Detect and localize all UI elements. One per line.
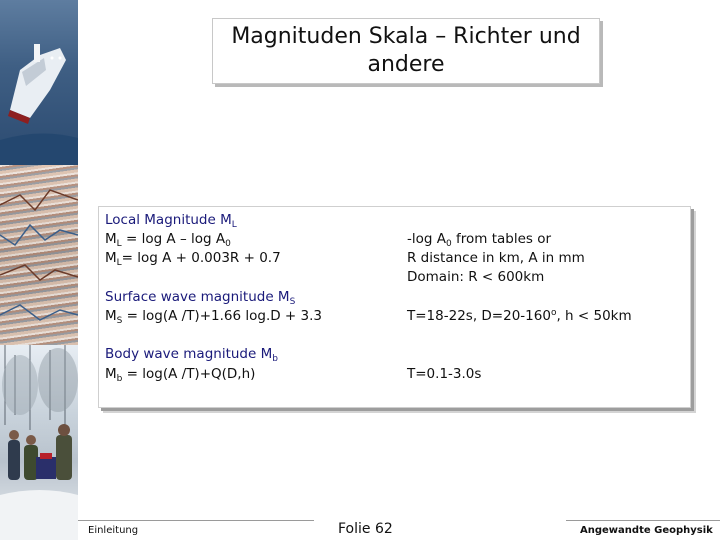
left-photo-strip bbox=[0, 0, 78, 540]
local-magnitude-formula-2: $M_L= \log A + 0.003R + 0.7$ bbox=[105, 250, 281, 268]
surface-wave-note: T=18-22s, $D=20-160^o$, h < 50km bbox=[407, 308, 632, 324]
local-magnitude-note-3: Domain: R < 600km bbox=[407, 269, 545, 285]
body-wave-note: T=0.1-3.0s bbox=[407, 366, 482, 382]
local-magnitude-formula-1: $M_L = \log A - \log A_0$ bbox=[105, 231, 231, 249]
title-box bbox=[212, 18, 600, 84]
body-wave-formula: $M_b = \log(A$ /T)+Q(D,h) bbox=[105, 366, 256, 384]
slide-number: Folie 62 bbox=[338, 521, 393, 537]
surface-wave-formula: $M_S = \log(A$ /T)+1.66 log.D + 3.3 bbox=[105, 308, 322, 326]
footer-left bbox=[78, 520, 314, 541]
footer-right bbox=[566, 520, 720, 541]
slide-title: Magnituden Skala – Richter und andere bbox=[231, 24, 581, 77]
surface-wave-heading: Surface wave magnitude $M_S$ bbox=[105, 289, 296, 307]
body-wave-heading: Body wave magnitude $M_b$ bbox=[105, 346, 278, 364]
field-work-winter-photo bbox=[0, 345, 78, 540]
local-magnitude-heading: Local Magnitude $M_L$ bbox=[105, 212, 237, 230]
seismic-section-image bbox=[0, 165, 78, 345]
content-box bbox=[98, 206, 691, 408]
footer-section-label: Einleitung bbox=[88, 525, 139, 536]
local-magnitude-note-1: -log $A_0$ from tables or bbox=[407, 231, 552, 249]
footer-course-label: Angewandte Geophysik bbox=[580, 525, 713, 536]
local-magnitude-note-2: R distance in km, A in mm bbox=[407, 250, 585, 266]
research-ship-photo bbox=[0, 0, 78, 165]
